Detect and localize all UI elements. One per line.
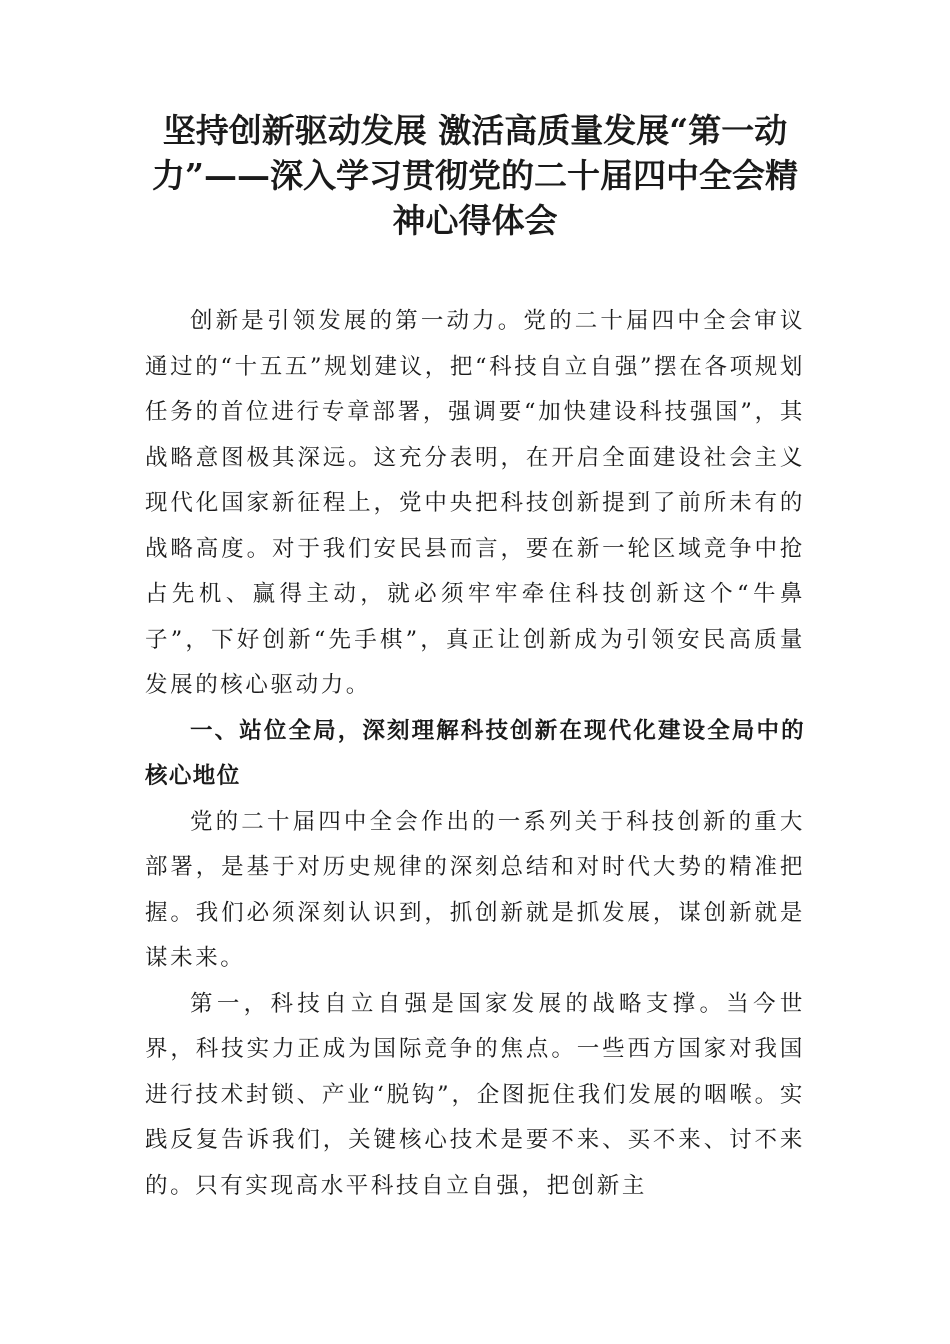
- intro-paragraph: 创新是引领发展的第一动力。党的二十届四中全会审议通过的“十五五”规划建议，把“科技自立自强”摆在各项规划任务的首位进行专章部署，强调要“加快建设科技强国”，其战略意图极其深远。这充分表明，在开启全面建设社会主义现代化国家新征程上，党中央把科技创新提到了前所未有的战略高度。对于我们安民县而言，要在新一轮区域竞争中抢占先机、赢得主动，就必须牢牢牵住科技创新这个“牛鼻子”，下好创新“先手棋”，真正让创新成为引领安民高质量发展的核心驱动力。: [145, 308, 805, 698]
- document-body: [145, 299, 805, 1209]
- section-paragraph: 党的二十届四中全会作出的一系列关于科技创新的重大部署，是基于对历史规律的深刻总结和对时代大势的精准把握。我们必须深刻认识到，抓创新就是抓发展，谋创新就是谋未来。: [145, 808, 805, 971]
- section-heading: 一、站位全局，深刻理解科技创新在现代化建设全局中的核心地位: [145, 717, 805, 789]
- document-title: 坚持创新驱动发展 激活高质量发展“第一动力”——深入学习贯彻党的二十届四中全会精神心得体会: [152, 111, 798, 240]
- section-paragraph: 第一，科技自立自强是国家发展的战略支撑。当今世界，科技实力正成为国际竞争的焦点。一些西方国家对我国进行技术封锁、产业“脱钩”，企图扼住我们发展的咽喉。实践反复告诉我们，关键核心技术是要不来、买不来、讨不来的。只有实现高水平科技自立自强，把创新主: [145, 990, 805, 1199]
